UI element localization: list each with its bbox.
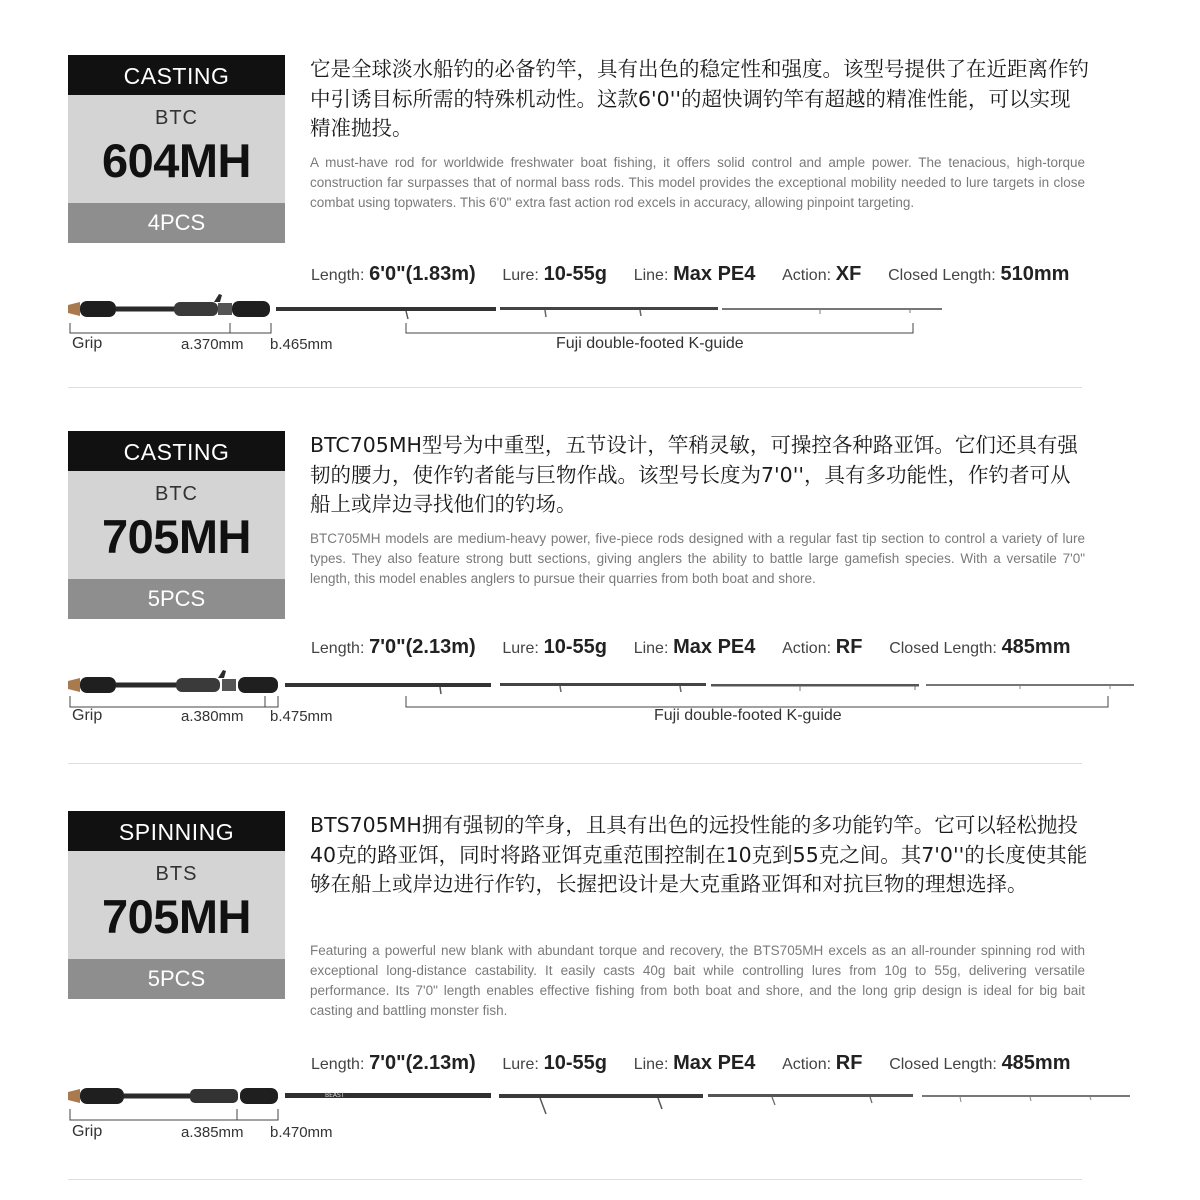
dimension-a-label: a.385mm bbox=[181, 1124, 244, 1141]
description-chinese: BTS705MH拥有强韧的竿身，且具有出色的远投性能的多功能钓竿。它可以轻松抛投40克的路亚饵，同时将路亚饵克重范围控制在10克到55克之间。其7'0''的长度使其能够在船上或岸边进行作钓，长握把设计是大克重路亚饵和对抗巨物的理想选择。 bbox=[310, 813, 1088, 896]
length-value: 7'0"(2.13m) bbox=[369, 636, 476, 658]
dimension-brackets bbox=[70, 323, 913, 333]
spinning-rod-diagram bbox=[0, 811, 1200, 1151]
grip-label: Grip bbox=[72, 707, 103, 724]
guide-label: Fuji double-footed K-guide bbox=[654, 707, 842, 724]
dimension-a-label: a.380mm bbox=[181, 708, 244, 725]
line-value: Max PE4 bbox=[673, 636, 756, 658]
product-btc-705mh bbox=[0, 431, 1200, 811]
rod-section-2 bbox=[285, 683, 491, 694]
lure-value: 10-55g bbox=[543, 1052, 607, 1074]
series-label: BTC bbox=[155, 107, 198, 129]
rod-section-4 bbox=[708, 1094, 913, 1105]
dimension-a-label: a.370mm bbox=[181, 336, 244, 353]
section-divider bbox=[68, 763, 1082, 764]
section-divider bbox=[68, 1179, 1082, 1180]
line-key: Line: bbox=[633, 267, 669, 284]
model-number: 705MH bbox=[101, 890, 251, 943]
line-value: Max PE4 bbox=[673, 263, 756, 285]
rod-section-2 bbox=[285, 1092, 491, 1099]
product-btc-604mh bbox=[0, 55, 1200, 435]
rod-section-3 bbox=[500, 307, 718, 317]
dimension-b-label: b.470mm bbox=[270, 1124, 333, 1141]
rod-type-label: CASTING bbox=[68, 431, 285, 471]
grip-label: Grip bbox=[72, 1123, 103, 1140]
rod-tip-section bbox=[722, 308, 942, 314]
line-value: Max PE4 bbox=[673, 1052, 756, 1074]
series-label: BTC bbox=[155, 483, 198, 505]
closed-length-value: 510mm bbox=[1000, 263, 1070, 285]
line-key: Line: bbox=[633, 1056, 669, 1073]
rod-tip-section bbox=[922, 1095, 1130, 1102]
closed-length-key: Closed Length: bbox=[888, 267, 996, 284]
rod-type-label: CASTING bbox=[68, 55, 285, 95]
description-english: BTC705MH models are medium-heavy power, five-piece rods designed with a regular fast tip section to control a variety of lure types. They also feature strong butt sections, giving anglers the ability to battle large gamefish species. With a versatile 7'0" length, this model enables anglers to pursue their quarries from both boat and shore. bbox=[310, 531, 1085, 586]
grip-label: Grip bbox=[72, 335, 103, 352]
action-value: XF bbox=[835, 263, 862, 285]
casting-rod-diagram bbox=[0, 431, 1200, 741]
pieces-label: 5PCS bbox=[68, 579, 285, 619]
lure-key: Lure: bbox=[502, 640, 539, 657]
model-number: 705MH bbox=[101, 510, 251, 563]
rod-butt-section bbox=[68, 1088, 278, 1104]
rod-tip-section bbox=[926, 684, 1134, 689]
action-value: RF bbox=[835, 636, 863, 658]
rod-butt-section bbox=[68, 294, 270, 317]
action-value: RF bbox=[835, 1052, 863, 1074]
dimension-brackets bbox=[70, 1109, 278, 1120]
pieces-label: 5PCS bbox=[68, 959, 285, 999]
lure-key: Lure: bbox=[502, 1056, 539, 1073]
action-key: Action: bbox=[782, 1056, 832, 1073]
lure-key: Lure: bbox=[502, 267, 539, 284]
description-english: A must-have rod for worldwide freshwater boat fishing, it offers solid control and ample power. The tenacious, high-torque construction far surpasses that of normal bass rods. This model provides the exceptional mobility needed to lure targets in close combat using topwaters. This 6'0" extra fast action rod excels in accuracy, allowing pinpoint targeting. bbox=[310, 155, 1085, 210]
description-english: Featuring a powerful new blank with abundant torque and recovery, the BTS705MH excels as an all-rounder spinning rod with exceptional long-distance castability. It easily casts 40g bait while controlling lures from 10g to 55g, delivering versatile performance. Its 7'0" length enables effective fishing from both boat and shore, and the long grip design is ideal for big bait casting and battling monster fish. bbox=[310, 943, 1085, 1018]
rod-butt-section bbox=[68, 670, 278, 693]
pieces-label: 4PCS bbox=[68, 203, 285, 243]
product-bts-705mh bbox=[0, 811, 1200, 1191]
length-value: 7'0"(2.13m) bbox=[369, 1052, 476, 1074]
closed-length-key: Closed Length: bbox=[889, 1056, 997, 1073]
dimension-brackets bbox=[70, 696, 1108, 707]
dimension-b-label: b.475mm bbox=[270, 708, 333, 725]
description-chinese: BTC705MH型号为中重型，五节设计，竿稍灵敏，可操控各种路亚饵。它们还具有强韧的腰力，使作钓者能与巨物作战。该型号长度为7'0''，具有多功能性，作钓者可从船上或岸边寻找他们的钓场。 bbox=[310, 433, 1078, 516]
rod-section-3 bbox=[499, 1094, 703, 1114]
closed-length-value: 485mm bbox=[1001, 636, 1071, 658]
closed-length-key: Closed Length: bbox=[889, 640, 997, 657]
rod-section-3 bbox=[500, 683, 706, 692]
lure-value: 10-55g bbox=[543, 636, 607, 658]
length-value: 6'0"(1.83m) bbox=[369, 263, 476, 285]
casting-rod-diagram bbox=[0, 55, 1200, 365]
dimension-b-label: b.465mm bbox=[270, 336, 333, 353]
rod-section-4 bbox=[711, 684, 919, 691]
rod-section-2 bbox=[276, 307, 496, 319]
length-key: Length: bbox=[311, 267, 365, 284]
lure-value: 10-55g bbox=[543, 263, 607, 285]
rod-type-label: SPINNING bbox=[68, 811, 285, 851]
model-number: 604MH bbox=[101, 134, 251, 187]
section-divider bbox=[68, 387, 1082, 388]
action-key: Action: bbox=[782, 267, 832, 284]
line-key: Line: bbox=[633, 640, 669, 657]
blank-print: BEAST bbox=[325, 1092, 345, 1099]
closed-length-value: 485mm bbox=[1001, 1052, 1071, 1074]
series-label: BTS bbox=[155, 863, 198, 885]
guide-label: Fuji double-footed K-guide bbox=[556, 335, 744, 352]
length-key: Length: bbox=[311, 640, 365, 657]
description-chinese: 它是全球淡水船钓的必备钓竿，具有出色的稳定性和强度。该型号提供了在近距离作钓中引诱目标所需的特殊机动性。这款6'0''的超快调钓竿有超越的精准性能，可以实现精准抛投。 bbox=[310, 57, 1089, 140]
length-key: Length: bbox=[311, 1056, 365, 1073]
action-key: Action: bbox=[782, 640, 832, 657]
